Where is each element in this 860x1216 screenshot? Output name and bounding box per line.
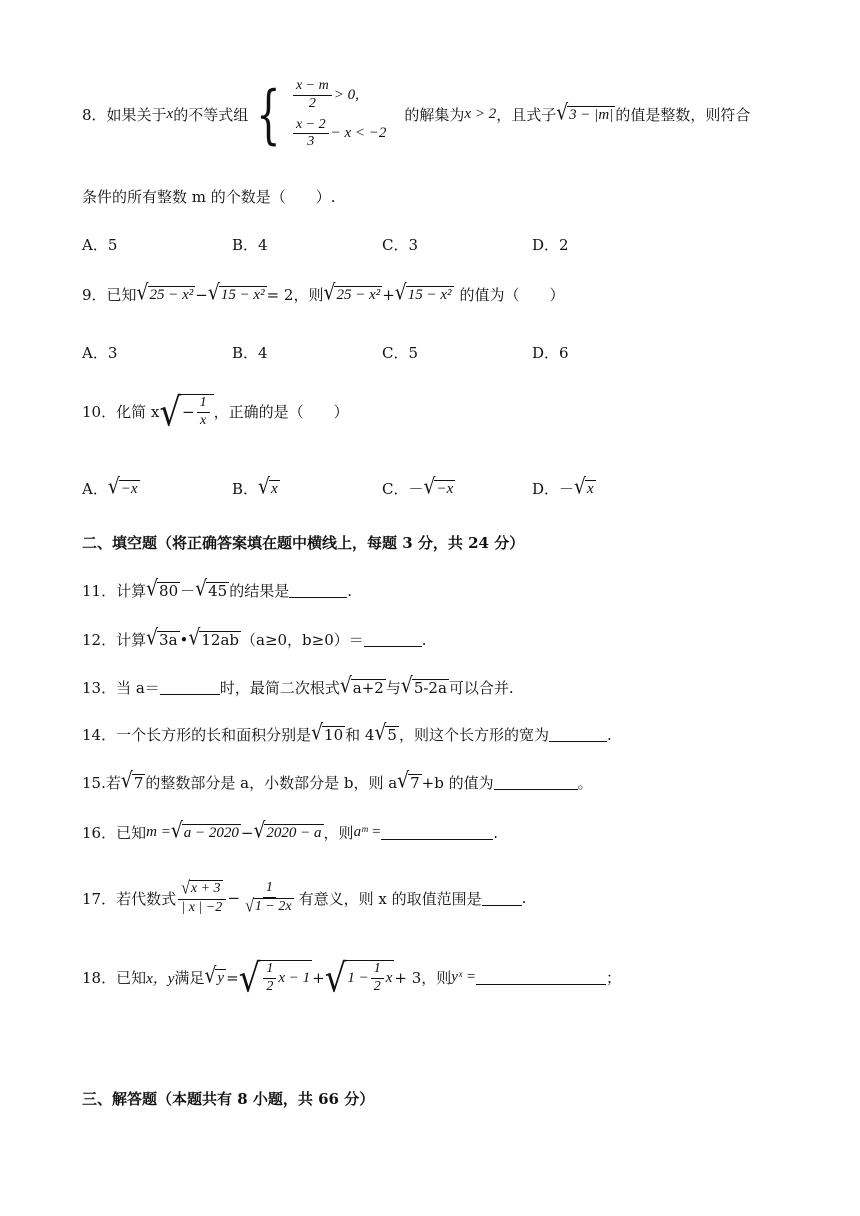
q9-line: 9．已知 √ 25 − x² − √ 15 − x² = 2，则 √ 25 − x² + √ 15 − x² 的值为（ ） bbox=[82, 281, 565, 306]
q9-option-c: C．5 bbox=[382, 344, 419, 362]
q8-inequality-system: { $\frac{x - m}{2}$ > 0, $\frac{x - 2}{3}$ − x < −2 bbox=[256, 77, 387, 152]
q8-option-a: A．5 bbox=[82, 236, 118, 254]
q8-var: x bbox=[166, 106, 174, 123]
q18-line: 18．已知 x，y 满足 √ y = √ $\frac{1}{2}$ x − 1 + √ 1 − $\frac{1}{2}$ x + 3，则 yˣ = ； bbox=[82, 955, 622, 1002]
q8-text-d: 的值是整数，则符合 bbox=[615, 106, 751, 125]
q15-answer-blank[interactable] bbox=[494, 775, 578, 790]
q9-option-a: A．3 bbox=[82, 344, 118, 362]
q10-option-c: C． － √ −x bbox=[382, 475, 454, 500]
q11-answer-blank[interactable] bbox=[289, 583, 347, 598]
q8-text-a: 的不等式组 bbox=[173, 106, 249, 125]
q10-option-d: D． － √ x bbox=[532, 475, 594, 500]
q10-line: 10．化简 x √ − $\frac{1}{x}$ ，正确的是（ ） bbox=[82, 389, 349, 436]
q16-answer-blank[interactable] bbox=[381, 825, 493, 840]
q13-answer-blank[interactable] bbox=[160, 680, 220, 695]
q14-answer-blank[interactable] bbox=[549, 727, 607, 742]
q8-solution: x > 2 bbox=[464, 106, 497, 123]
q12-answer-blank[interactable] bbox=[364, 632, 422, 647]
q8-text-b: 的解集为 bbox=[404, 106, 465, 125]
q12-line: 12．计算 √ 3a • √ 12ab （a≥0，b≥0）＝ . bbox=[82, 626, 427, 651]
left-brace-icon: { bbox=[256, 77, 281, 152]
q9-option-d: D．6 bbox=[532, 344, 569, 362]
q8-option-b: B．4 bbox=[232, 236, 268, 254]
q9-option-b: B．4 bbox=[232, 344, 268, 362]
q10-option-a: A． √ −x bbox=[82, 475, 138, 500]
q13-line: 13．当 a＝ 时，最简二次根式 √ a+2 与 √ 5-2a 可以合并. bbox=[82, 674, 514, 699]
q8-prefix: 8．如果关于 bbox=[82, 106, 167, 125]
q10-option-b: B． √ x bbox=[232, 475, 278, 500]
q17-line: 17．若代数式 √ x + 3 | x | −2 − 1 √ 1 − 2x 有意义，则 x 的取值范围是 . bbox=[82, 878, 527, 917]
q8-option-d: D．2 bbox=[532, 236, 569, 254]
q15-line: 15.若 √ 7 的整数部分是 a，小数部分是 b，则 a √ 7 +b 的值为 。 bbox=[82, 769, 593, 794]
q18-answer-blank[interactable] bbox=[476, 970, 606, 985]
q11-line: 11．计算 √ 80 － √ 45 的结果是 . bbox=[82, 577, 352, 602]
section-2-heading: 二、填空题（将正确答案填在题中横线上，每题 3 分，共 24 分） bbox=[82, 534, 525, 552]
q8-text-c: ，且式子 bbox=[496, 106, 557, 125]
q17-answer-blank[interactable] bbox=[482, 891, 522, 906]
q8-option-c: C．3 bbox=[382, 236, 419, 254]
q8-line1 bbox=[82, 78, 750, 151]
q8-radical: √ 3 − |m| bbox=[556, 101, 614, 126]
q16-line: 16．已知 m = √ a − 2020 − √ 2020 − a ，则 aᵐ = . bbox=[82, 819, 498, 844]
q14-line: 14．一个长方形的长和面积分别是 √ 10 和 4 √ 5 ，则这个长方形的宽为 . bbox=[82, 721, 612, 746]
q8-line2: 条件的所有整数 m 的个数是（ ）. bbox=[82, 188, 336, 206]
section-3-heading: 三、解答题（本题共有 8 小题，共 66 分） bbox=[82, 1090, 375, 1108]
